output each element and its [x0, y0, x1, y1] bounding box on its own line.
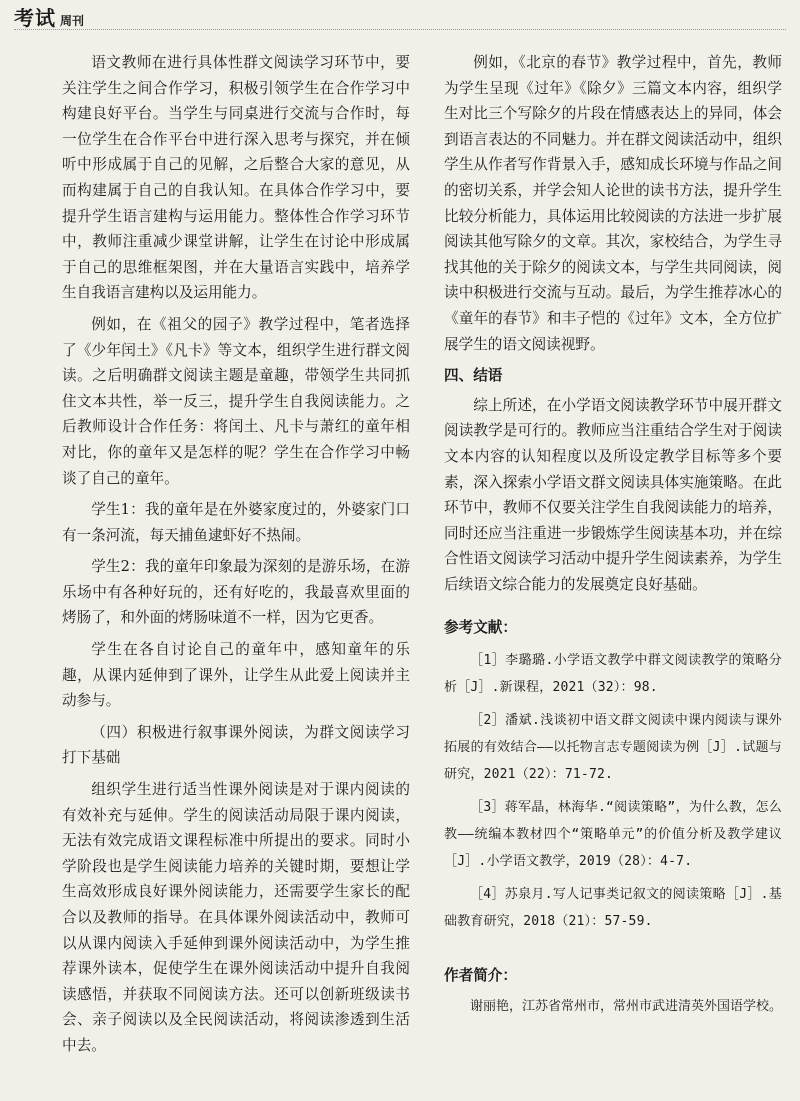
paragraph: 例如，在《祖父的园子》教学过程中，笔者选择了《少年闰土》《凡卡》等文本，组织学生进行群文阅读。之后明确群文阅读主题是童趣，带领学生共同抓住文本共性，举一反三，提升学生自我阅读能力。之后教师设计合作任务：将闰土、凡卡与萧红的童年相对比，你的童年又是怎样的呢？学生在合作学习中畅谈了自己的童年。	[62, 315, 410, 487]
reference-item: ［1］李璐璐.小学语文教学中群文阅读教学的策略分析［J］.新课程，2021（32）：98.	[444, 653, 782, 696]
reference-item: ［2］潘斌.浅谈初中语文群文阅读中课内阅读与课外拓展的有效结合——以托物言志专题阅读为例［J］.试题与研究，2021（22）：71-72.	[444, 713, 782, 783]
left-column	[62, 50, 410, 1065]
paragraph: 学生2：我的童年印象最为深刻的是游乐场，在游乐场中有各种好玩的，还有好吃的，我最喜欢里面的烤肠了，和外面的烤肠味道不一样，因为它更香。	[62, 558, 410, 627]
section-heading: 四、结语	[444, 367, 503, 385]
journal-brand-sub: 周刊	[60, 14, 85, 28]
section-subheading: （四）积极进行叙事课外阅读，为群文阅读学习打下基础	[62, 723, 410, 767]
paragraph: 例如，《北京的春节》教学过程中，首先，教师为学生呈现《过年》《除夕》三篇文本内容，组织学生对比三个写除夕的片段在情感表达上的异同，体会到语言表达的不同魅力。并在群文阅读活动中，组织学生从作者写作背景入手，感知成长环境与作品之间的密切关系，并学会知人论世的读书方法，提升学生比较分析能力，具体运用比较阅读的方法进一步扩展阅读其他写除夕的文章。其次，家校结合，为学生寻找其他的关于除夕的阅读文本，与学生共同阅读，阅读中积极进行交流与互动。最后，为学生推荐冰心的《童年的春节》和丰子恺的《过年》文本，全方位扩展学生的语文阅读视野。	[444, 54, 782, 353]
paragraph: 学生1：我的童年是在外婆家度过的，外婆家门口有一条河流，每天捕鱼逮虾好不热闹。	[62, 501, 410, 544]
paragraph: 组织学生进行适当性课外阅读是对于课内阅读的有效补充与延伸。学生的阅读活动局限于课内阅读，无法有效完成语文课程标准中所提出的要求。同时小学阶段也是学生阅读能力培养的关键时期，要想让学生高效形成良好课外阅读能力，还需要学生家长的配合以及教师的指导。在具体课外阅读活动中，教师可以从课内阅读入手延伸到课外阅读活动中，为学生推荐课外读本，促使学生在课外阅读活动中提升自我阅读感悟，并获取不同阅读方法。还可以创新班级读书会、亲子阅读以及全民阅读活动，将阅读渗透到生活中去。	[62, 781, 410, 1054]
author-heading: 作者简介：	[444, 967, 517, 985]
journal-brand: 考试	[14, 6, 56, 30]
page-header	[14, 2, 84, 28]
paragraph: 学生在各自讨论自己的童年中，感知童年的乐趣，从课内延伸到了课外，让学生从此爱上阅读并主动参与。	[62, 641, 410, 710]
header-rule	[14, 29, 786, 30]
reference-item: ［4］苏泉月.写人记事类记叙文的阅读策略［J］.基础教育研究，2018（21）：57-59.	[444, 887, 782, 930]
reference-item: ［3］蒋军晶，林海华.“阅读策略”，为什么教，怎么教——统编本教材四个“策略单元”的价值分析及教学建议［J］.小学语文教学，2019（28）：4-7.	[444, 800, 782, 870]
paragraph: 综上所述，在小学语文阅读教学环节中展开群文阅读教学是可行的。教师应当注重结合学生对于阅读文本内容的认知程度以及所设定教学目标等多个要素，深入探索小学语文群文阅读具体实施策略。在此环节中，教师不仅要关注学生自我阅读能力的培养，同时还应当注重进一步锻炼学生阅读基本功，并在综合性语文阅读学习活动中提升学生阅读素养，为学生后续语文综合能力的发展奠定良好基础。	[444, 396, 782, 593]
paragraph: 语文教师在进行具体性群文阅读学习环节中，要关注学生之间合作学习，积极引领学生在合作学习中构建良好平台。当学生与同桌进行交流与合作时，每一位学生在合作平台中进行深入思考与探究，并在倾听中形成属于自己的见解，之后整合大家的意见，从而构建属于自己的自我认知。在具体合作学习中，要提升学生语言建构与运用能力。整体性合作学习环节中，教师注重减少课堂讲解，让学生在讨论中形成属于自己的思维框架图，并在大量语言实践中，培养学生自我语言建构以及运用能力。	[62, 54, 410, 302]
references-heading: 参考文献：	[444, 619, 517, 637]
author-info: 谢丽艳，江苏省常州市，常州市武进清英外国语学校。	[470, 998, 783, 1014]
right-column	[444, 50, 782, 1026]
